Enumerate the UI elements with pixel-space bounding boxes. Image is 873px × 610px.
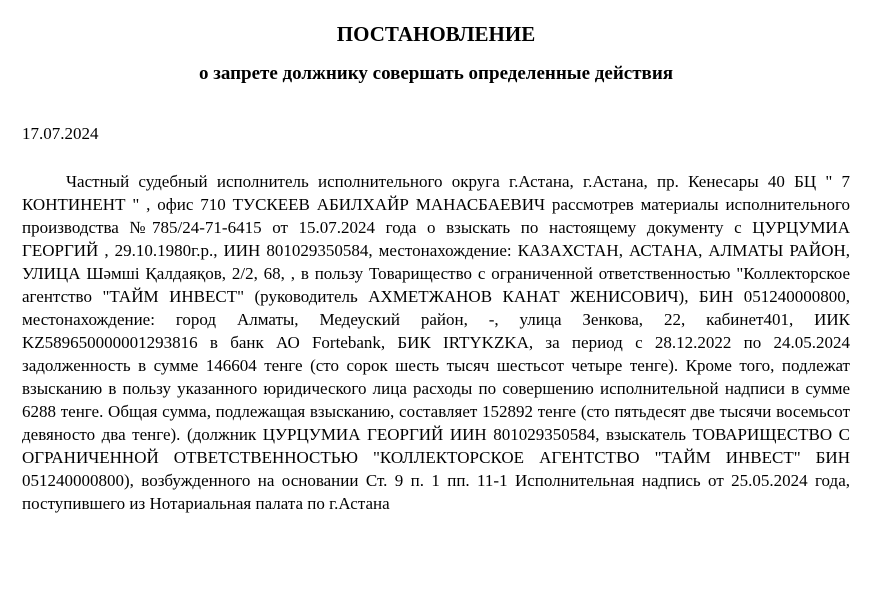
document-body-paragraph: Частный судебный исполнитель исполнительного округа г.Астана, г.Астана, пр. Кенесары 40 БЦ " 7 КОНТИНЕНТ " , офис 710 ТУСКЕЕВ АБИЛХАЙР МАНАСБАЕВИЧ рассмотрев материалы исполнительного производства №785/24-71-6415 от 15.07.2024 года о взыскать по настоящему документу с ЦУРЦУМИА ГЕОРГИЙ , 29.10.1980г.р., ИИН 801029350584, местонахождение: КАЗАХСТАН, АСТАНА, АЛМАТЫ РАЙОН, УЛИЦА Шәмші Қалдаяқов, 2/2, 68, , в пользу Товарищество с ограниченной ответственностью "Коллекторское агентство "ТАЙМ ИНВЕСТ" (руководитель АХМЕТЖАНОВ КАНАТ ЖЕНИСОВИЧ), БИН 051240000800, местонахождение: город Алматы, Медеуский район, -, улица Зенкова, 22, кабинет401, ИИК KZ589650000001293816 в банк АО Fortebank, БИК IRTYKZKA, за период с 28.12.2022 по 24.05.2024 задолженность в сумме 146604 тенге (сто сорок шесть тысяч шестьсот четыре тенге). Кроме того, подлежат взысканию в пользу указанного юридического лица расходы по совершению исполнительной надписи в сумме 6288 тенге. Общая сумма, подлежащая взысканию, составляет 152892 тенге (сто пятьдесят две тысячи восемьсот девяносто два тенге). (должник ЦУРЦУМИА ГЕОРГИЙ ИИН 801029350584, взыскатель ТОВАРИЩЕСТВО С ОГРАНИЧЕННОЙ ОТВЕТСТВЕННОСТЬЮ "КОЛЛЕКТОРСКОЕ АГЕНТСТВО "ТАЙМ ИНВЕСТ" БИН 051240000800), возбужденного на основании Ст. 9 п. 1 пп. 11-1 Исполнительная надпись от 25.05.2024 года, поступившего из Нотариальная палата по г.Астана — [22, 172, 850, 513]
document-subtitle: о запрете должнику совершать определенные действия — [198, 63, 674, 84]
document-date: 17.07.2024 — [22, 124, 99, 143]
document-title: ПОСТАНОВЛЕНИЕ — [336, 22, 536, 46]
